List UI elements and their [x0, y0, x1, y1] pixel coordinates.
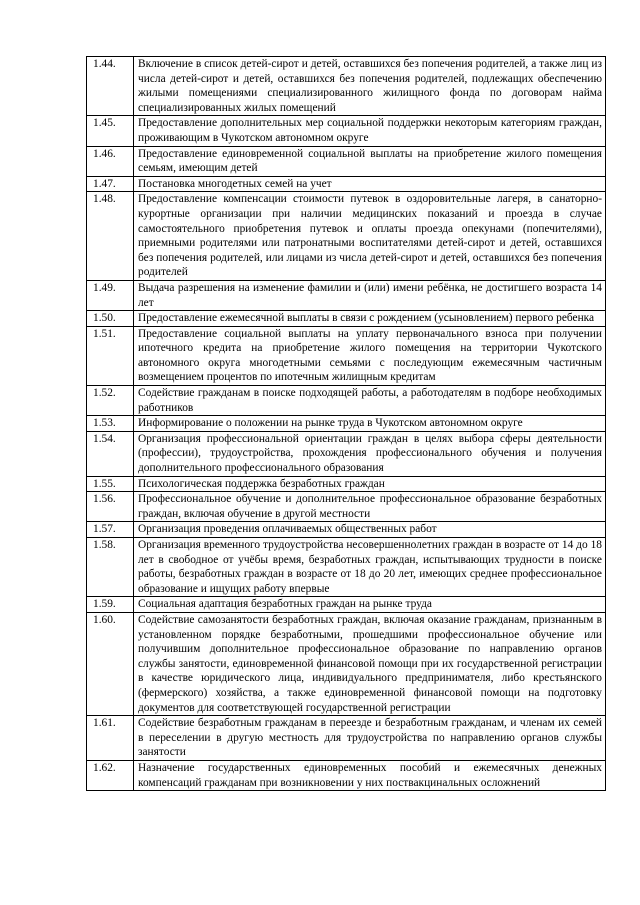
table-row [87, 431, 606, 476]
service-description: Организация временного трудоустройства несовершеннолетних граждан в возрасте от 14 до 18 лет в свободное от учёбы время, безработных граждан, испытывающих трудности в поиске работы, безработных граждан в возрасте от 18 до 20 лет, имеющих среднее профессиональное образование и ищущих работу впервые [134, 538, 606, 597]
row-number: 1.53. [87, 416, 134, 432]
table-row [87, 716, 606, 761]
table-row [87, 612, 606, 715]
row-number: 1.56. [87, 492, 134, 522]
service-description: Социальная адаптация безработных граждан на рынке труда [134, 597, 606, 613]
service-description: Содействие самозанятости безработных граждан, включая оказание гражданам, признанным в установленном порядке безработными, прошедшими профессиональное обучение или получившим дополнительное профессиональное образование по направлению органов службы занятости, единовременной финансовой помощи при их государственной регистрации в качестве юридического лица, индивидуального предпринимателя, либо крестьянского (фермерского) хозяйства, а также единовременной финансовой помощи на подготовку документов для соответствующей государственной регистрации [134, 612, 606, 715]
service-description: Предоставление ежемесячной выплаты в связи с рождением (усыновлением) первого ребенка [134, 311, 606, 327]
services-table [86, 56, 606, 791]
service-description: Постановка многодетных семей на учет [134, 176, 606, 192]
row-number: 1.49. [87, 280, 134, 310]
table-row [87, 192, 606, 281]
service-description: Содействие безработным гражданам в переезде и безработным гражданам, и членам их семей в переселении в другую местность для трудоустройства по направлению органов службы занятости [134, 716, 606, 761]
table-row [87, 326, 606, 385]
service-description: Предоставление социальной выплаты на уплату первоначального взноса при получении ипотечного кредита на приобретение жилого помещения на территории Чукотского автономного округа многодетными семьями с последующим ежемесячным частичным возмещением процентов по ипотечным жилищным кредитам [134, 326, 606, 385]
service-description: Психологическая поддержка безработных граждан [134, 476, 606, 492]
row-number: 1.44. [87, 57, 134, 116]
service-description: Предоставление единовременной социальной выплаты на приобретение жилого помещения семьям, имеющим детей [134, 146, 606, 176]
row-number: 1.61. [87, 716, 134, 761]
row-number: 1.59. [87, 597, 134, 613]
table-row [87, 538, 606, 597]
row-number: 1.48. [87, 192, 134, 281]
table-row [87, 116, 606, 146]
service-description: Профессиональное обучение и дополнительное профессиональное образование безработных граждан, включая обучение в другой местности [134, 492, 606, 522]
table-row [87, 386, 606, 416]
table-row [87, 476, 606, 492]
row-number: 1.60. [87, 612, 134, 715]
service-description: Предоставление компенсации стоимости путевок в оздоровительные лагеря, в санаторно-курортные организации при наличии медицинских показаний и проезда в случае самостоятельного приобретения путевок и оплаты проезда опекунами (попечителями), приемными родителями или патронатными воспитателями детей-сирот и детей, оставшихся без попечения родителей, или лицами из числа детей-сирот и детей, оставшихся без попечения родителей [134, 192, 606, 281]
row-number: 1.62. [87, 760, 134, 790]
service-description: Содействие гражданам в поиске подходящей работы, а работодателям в подборе необходимых работников [134, 386, 606, 416]
table-row [87, 597, 606, 613]
service-description: Включение в список детей-сирот и детей, оставшихся без попечения родителей, а также лиц из числа детей-сирот и детей, оставшихся без попечения родителей, подлежащих обеспечению жилыми помещениями специализированного жилищного фонда по договорам найма специализированных жилых помещений [134, 57, 606, 116]
table-row [87, 522, 606, 538]
row-number: 1.50. [87, 311, 134, 327]
row-number: 1.47. [87, 176, 134, 192]
table-row [87, 146, 606, 176]
services-table-body [87, 57, 606, 791]
row-number: 1.54. [87, 431, 134, 476]
row-number: 1.55. [87, 476, 134, 492]
row-number: 1.52. [87, 386, 134, 416]
service-description: Информирование о положении на рынке труда в Чукотском автономном округе [134, 416, 606, 432]
service-description: Организация проведения оплачиваемых общественных работ [134, 522, 606, 538]
service-description: Назначение государственных единовременных пособий и ежемесячных денежных компенсаций гражданам при возникновении у них поствакцинальных осложнений [134, 760, 606, 790]
row-number: 1.45. [87, 116, 134, 146]
table-row [87, 492, 606, 522]
table-row [87, 760, 606, 790]
table-row [87, 311, 606, 327]
service-description: Выдача разрешения на изменение фамилии и (или) имени ребёнка, не достигшего возраста 14 лет [134, 280, 606, 310]
row-number: 1.51. [87, 326, 134, 385]
row-number: 1.46. [87, 146, 134, 176]
table-row [87, 280, 606, 310]
table-row [87, 57, 606, 116]
row-number: 1.58. [87, 538, 134, 597]
service-description: Предоставление дополнительных мер социальной поддержки некоторым категориям граждан, проживающим в Чукотском автономном округе [134, 116, 606, 146]
table-row [87, 176, 606, 192]
row-number: 1.57. [87, 522, 134, 538]
service-description: Организация профессиональной ориентации граждан в целях выбора сферы деятельности (профессии), трудоустройства, прохождения профессионального обучения и получения дополнительного профессионального образования [134, 431, 606, 476]
table-row [87, 416, 606, 432]
